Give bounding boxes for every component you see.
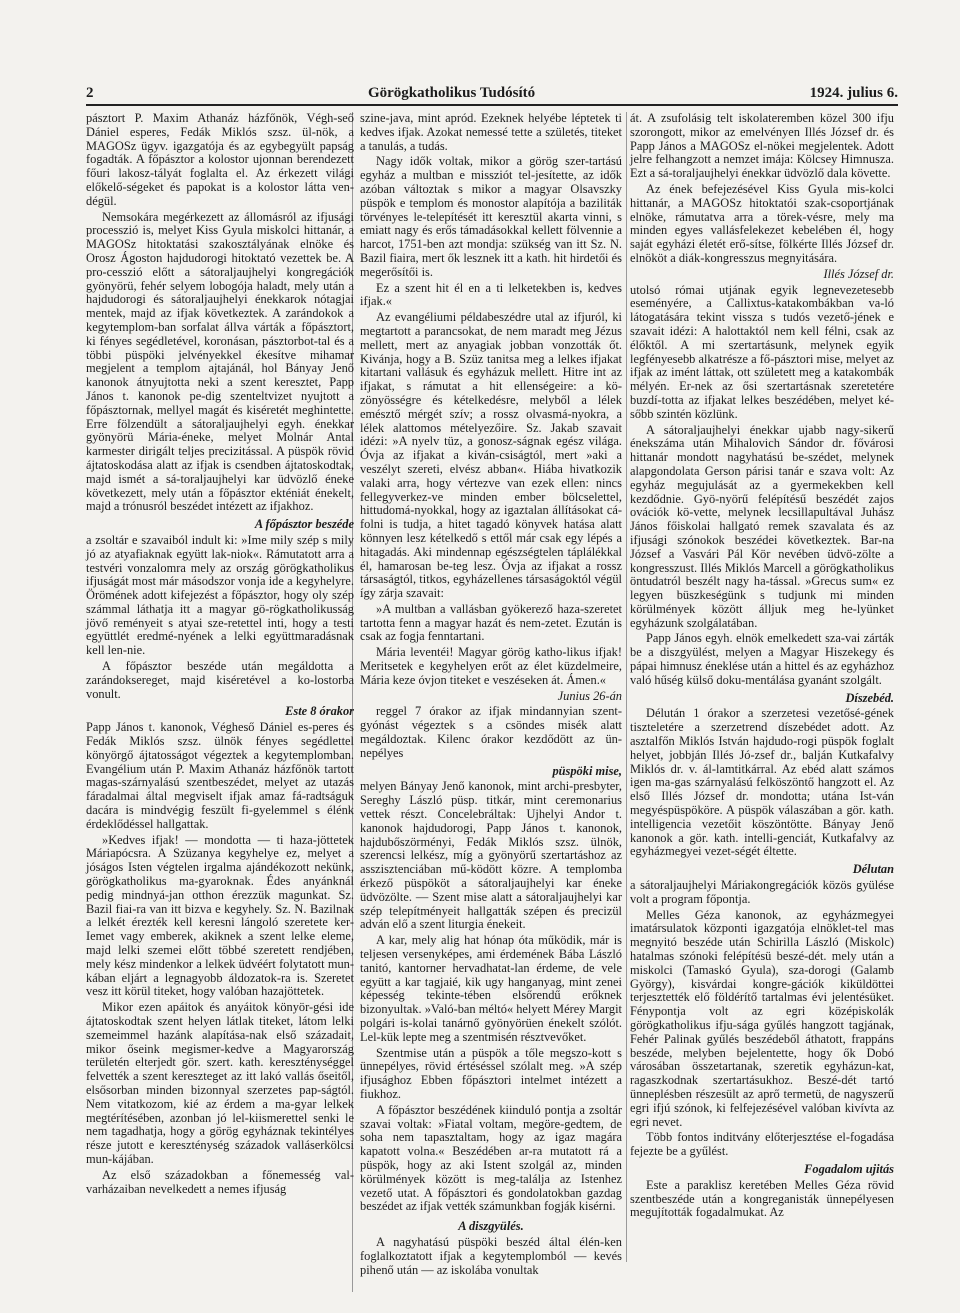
col3-paragraph: át. A zsufolásig telt iskolateremben közel 300 ifju szorongott, mikor az emelvényen Illés József dr. és Papp János a MAGOSz el-nökei megjelentek. Adott jelre felhangzott a nemzet imája: Kölcsey Himnusza. Ezt a sá-toraljaujhelyi énekkar üdvözlő dala követte. [630,111,894,181]
col2-paragraph: A kar, mely alig hat hónap óta működik, már is teljesen versenyképes, ami érdemének Bába László tanitó, kantorner hervadhatat-lan érdeme, de vele együtt a kar tagjaié, kik ugy hanganyag, mint zenei képesség tekinte-tében elsőrendű erőknek bizonyultak. »Való-ban méltó« helyett Mérey Margit polgári is-kolai tanárnő gyönyörüen énekelt szólót. Lel-kük lepte meg a szentmisén résztvevőket. [360,933,622,1044]
col3-subheading: Díszebéd. [845,690,894,705]
col1-paragraph: a zsoltár e szavaiból indult ki: »Ime mily szép s mily jó az atyafiaknak együtt lak-niok«. Rámutatott arra a testvéri vonzalomra mely az ország görögkatholikus ifjuságát most már másodszor vonja ide a kegyhelyre. Örömének adott kifejezést a főpásztor, hogy oly szép számmal láthatja itt a magyar gö-rögkatholikusság jövő reményeit s atyai sze-retettel inti, hogy a testi együttlét eredmé-nyének a lelki együttmaradásnak kell len-nie. [86,532,354,658]
page-header [86,78,898,102]
publication-title: Görögkatholikus Tudósító [367,85,536,101]
col2-subheading: A diszgyülés. [458,1219,524,1234]
header-rule [86,104,898,106]
col3-paragraph: Melles Géza kanonok, az egyházmegyei imatársulatok központi igazgatója elnöklet-tel mas megnyitó beszéde után Schirilla László (Miskolc) hatalmas szónoki felépítésü beszé-dét. mely után a miskolci (Tamaskó Gyula), sza-dorogi (Galamb György), kisvárdai kongre-gációk kiküldöttei terjesztették elő földérítő tartalmas évi jelentésüket. Fénypontja volt az egri középiskolák görögkatholikus ifju-sága gyűlés hangzott tagjának, Fehér Palinak gyűlés beszédeből áthatott, frappáns beszéde, melyben bejelentette, hogy ők Dobó városában összetartanak, szeretik egyházun-kat, ragaszkodnak szertartásukhoz. Beszé-dét tartó ünneplésben részesült az aprő termetü, de nagyszerű egri ifjú szónok, ki felfejezésével valóban kivívta az egri nevet. [630,907,894,1129]
column-divider-2 [626,112,627,1262]
col1-subheading: A főpásztor beszéde [254,517,354,532]
col3-subheading: Délutan [852,862,894,877]
col1-paragraph: A főpásztor beszéde után megáldotta a zarándoksereget, majd kiséretével a ko-lostorba vonult. [86,659,354,701]
col2-paragraph: Szentmise után a püspök a tőle megszo-kott s ünnepélyes, rövid értéséssel szólalt meg. »A szép ifjusághoz Ebben főpásztori intelmet intézett a fiukhoz. [360,1045,622,1101]
col1-paragraph: Az első századokban a főnemesség val-varházaiban nevelkedett a nemes ifjuság [86,1167,354,1196]
col3-paragraph: Délután 1 órakor a szerzetesi vezetősé-gének tiszteletére a szerzetrend díszebédet adott. Az asztalfőn Miklós István hajdudo-rogi püspök foglalt helyet, jobbján Illés Jó-zsef dr., balján Kutkafalvy Miklós dr. v. ál-lamtitkárral. Az ebéd alatt számos igen ma-gas szárnyalású felköszöntő hangzott el. Az első Illés József dr. mondotta; utána Ist-ván megyéspüspököre. A püspök válaszában a gör. kath. intelligencia vezetőit köszöntötte. Bányay Jenő kanonok a gör. kath. intelli-genciát, Kutkafalvy az egyházmegyei vezet-ségét éltette. [630,706,894,859]
col2-paragraph: Nagy idők voltak, mikor a görög szer-tartású egyház a multban e missziót tel-jesítette, az idők azóban változtak s mikor a magyar Olsavszky püspök e templom és monostor alapítója a baziliták törvényes le-telepítését itt keresztül akarta vinni, s emiatt nagy és erős támadásokkal kellett fölvennie a harcot, 1751-ben azt mondja: szükség van itt Sz. N. Bazil fiaira, mert ők lesznek itt a kath. hit hirdetői és megerősítői is. [360,154,622,279]
col1-paragraph: Nemsokára megérkezett az állomásról az ifjusági processzió is, melyet Kiss Gyula miskolci hittanár, a MAGOSz hitoktatási szakosztályának elnöke és Orosz Ágoston hajdudorogi hitoktató vezettek be. A pro-cesszió előtt a sátoraljaujhelyi kongregációk gyönyörü, fehér selyem lobogója haladt, mely után a hajdudorogi és sátoraljaujhelyi énekkarok nótagjai mentek, majd az ifjak következtek. A zarándokok a kegytemplom-ban sorfalat állva várták a főpásztort, ki fényes segédletével, koronásan, pásztorbot-tal és a többi püspöki jelvényekkel ékesítve mihamar megjelent a templom ajtajánál, hol Bányay Jenő kanonok átnyujtotta neki a szent keresztet, Papp János t. kanonok pe-dig szenteltvizet nyujtott a főpásztornak, mellyel magát és kiséretét meghintette. Erre fölzendült a sátoraljaujhelyi egyh. énekkar gyönyörü Mária-éneke, melyet Molnár Antal karmester dirigált teljes precizitással. A püspök rövid ájtatoskodása alatt az ifjak is csendben ájtatoskodtak, majd ismét a sá-toraljaujhelyi kar üdvözlő éneke következett, mely után a főpásztor ekténiát énekelt, majd a trónusról beszédet intézett az ifjakhoz. [86,209,354,514]
col2-paragraph: Mária leventéi! Magyar görög katho-likus ifjak! Meritsetek e kegyhelyen erőt az élet küzdelmeire, Mária keze óvjon titeket e veszéseken át. Ámen.« [360,645,622,687]
column-3 [630,112,894,1242]
col2-paragraph: A nagyhatású püspöki beszéd által élén-ken foglalkoztatott ifjak a kegytemplomból — kevés pihenő után — az iskolába vonultak [360,1234,622,1277]
page-number: 2 [86,85,94,101]
col2-paragraph: reggel 7 órakor az ifjak mindannyian szent-gyónást végeztek s a csöndes misék alatt megáldoztak. Kilenc órakor kezdődött az ün-nepélyes [360,704,622,760]
col1-subheading: Este 8 órakor [285,704,354,719]
col2-paragraph: »A multban a vallásban gyökerező haza-szeretet tartotta fenn a magyar hazát és nem-zetet. Ezután is csak az fogja fenntartani. [360,601,622,644]
column-2 [360,111,622,1277]
col3-paragraph: Több fontos inditvány előterjesztése el-fogadása fejezte be a gyűlést. [630,1130,894,1159]
issue-date: 1924. julius 6. [809,85,898,101]
col2-paragraph: szine-java, mint apród. Ezeknek helyébe léptetek ti kedves ifjak. Azokat nemessé tette a születés, titeket a tanulás, a tudás. [360,111,622,153]
col2-paragraph: melyen Bányay Jenő kanonok, mint archi-presbyter, Sereghy László püsp. titkár, mint ceremonarius vettek részt. Concelebráltak: Ujhelyi Andor t. kanonok hajdudorogi, Papp János t. kanonok, hajdubőszörményi, Fedák Miklós szsz. ülnök, szerencsi lelkész, míg a gyönyörű szertartáshoz az asszisztenciában mű-ködött közre. A templomba érkező püspököt a sátoraljaujhelyi kar énekе üdvözölte. — Szent mise alatt a sátoraljaujhelyi kar szép telepítményeit hallgatták szépen és precizül adván elő a szent liturgia énekeit. [360,779,622,932]
col1-paragraph: »Kedves ifjak! — mondotta — ti haza-jöttetek Máriapócsra. A Szüzanya kegyhelye ez, melyet a jóságos Isten végtelen irgalma ajándékozott nekünk, görögkatholikus ma-gyaroknak. Édes anyánknál pedig mindnyá-jan otthon érezzük magunkat. Sz. Bazil fiai-ra van itt bizva e kegyhely. Sz. N. Bazilnak a lelkét érezték kell keresni lángoló szeretete ker-Iemet vagy emberek, akiknek a szent lelke eleme, majd lelki szemei előtt többé szeretett rendjében, mely kész mindenkor a lelkek üdvéért folytatott mun-kában eljárt a legnagyobb áldozatok-ra is. Szeretet vesz itt körül titeket, hogy valóban hazajöttetek. [86,832,354,999]
col2-subheading: püspöki mise, [552,763,622,778]
col3-paragraph: utolsó római utjának egyik legnevezetesebb eseményére, a Callixtus-katakombákban va-ló látogatására tekint vissza s tudós vezető-jének e szavait idézi: A halottaktól nem kell félni, csak az élőktől. A mi szertartásunk, melynek egyik legfényesebb alkatrésze a fő-pásztori mise, melyet az ifjak az imént láttak, ott született meg a katakombák mélyén. Er-nek az ősi szertartásnak szeretetére buzdí-totta az ifjakat lelkes beszédében, melyet ké-sőbb szintén közlünk. [630,282,894,421]
col1-paragraph: Papp János t. kanonok, Végheső Dániel es-peres és Fedák Miklós szsz. ülnök fényes segédlettel könyörgő ájtatosságot végeztek a kegytemplomban. Evangélium után P. Maxim Athanáz házfőnök tartott magas-szárnyalású szentbeszédet, melyet az utazás fáradalmai által megviselt ifjak amaz fá-radtságuk dacára is mindvégig feszült fi-gyelemmel s élénk érdeklődéssel hallgattak. [86,720,354,831]
col3-paragraph: Este a paraklisz keretében Melles Géza rövid szentbeszéde után a kongreganisták ünnepélyesen megujították fogadalmukat. Az [630,1177,894,1220]
col1-paragraph: pásztort P. Maxim Athanáz házfőnök, Végh-seő Dániel esperes, Fedák Miklós szsz. ül-nök, a MAGOSz ügyv. igazgatója és az egybegyült papság fogadták. A főpásztor a kolostor ujonnan berendezett főuri lakosz-tályát foglalta el. Az érkezett világi előkelő-ségeket és papokat is a kolostor látta ven-dégül. [86,111,354,208]
column-1 [86,112,354,1302]
col2-dateline: Junius 26-án [557,688,622,703]
col2-paragraph: A főpásztor beszédének kiinduló pontja a zsoltár szavai voltak: »Fiatal voltam, megöre-gedtem, de soha nem tapasztaltam, hogy az igaz magára kapatott volna.« Beszédében ar-ra mutatott rá a püspök, hogy az aki Istent szolgál az, minden körülmények között is meg-találja az Istenhez vezető utat. A főpásztori és gondolatokban gazdag beszédet az ifjak vették számunkban fogják kisérni. [360,1102,622,1214]
col3-subheading: Fogadalom ujitás [804,1161,894,1176]
col3-paragraph: A sátoraljaujhelyi énekkar ujabb nagy-sikerű énekszáma után Mihalovich Sándor dr. fővárosi hittanár mondott nagyhatású be-szédet, melynek alapgondolata Gerson párisi tanár e szava volt: Az egyház megujulását az a gyermekekben kell kezdődnie. Gyö-nyörű felépítésű beszédét zajos ovációk kö-vette, melynek lecsillapultával Juhász János főiskolai hallgató remek szavalata és az ifjusági szónokok beszédei következtek. Bar-na József a Vasvári Pál Kör nevében üdvö-zölte a kongresszust. Illés Miklós Marcell a görögkatholikus öntudatról beszélt nagy ha-tással. »Grecus sum« ez legyen büszkeségünk s tudjunk mi minden körülmények között álljuk meg he-lyünket egyházunk szolgálatában. [630,422,894,630]
col2-paragraph: Az evangéliumi példabeszédre utal az ifjuról, ki megtartott a parancsokat, de nem maradt meg Jézus mellett, mert az anyagiak jobban vonzották őt. Kivánja, hogy a B. Szüz tanitsa meg a lelkes ifjakat kitartani vallásuk és egyházuk mellett. Hitre int az ifjakat, s rámutat a hit ellenségeire: a kö-zönyösségre és kételkedésre, melyből a lélek emésztő mérgét szív; a rossz olvasmá-nyokra, a lélek alattomos mételyezőire. Sz. Jakab szavait idézi: »A nyelv tüz, a gonosz-ságnak egész világa. Óvja az ifjakat a kiván-csiságtól, mert »aki a veszélyt szereti, elvész abban«. Hiába hivatkozik valaki arra, hogy vértezve van ezek ellen: nincs fellegyverkez-ve minden ember bölcselettel, hittudomá-nyokkal, hogy az igaztalan állításokat cá-folni is tudja, a hitet tagadó könyvek hatása alatt könnyen lesz kételkedő s ettől már csak egy lépés a hitagadás. Aki mindennap egészségtelen táplálékkal él, hamarosan be-teg lesz. Óvja az ifjakat a rossz társaságtól, titkos, egyházellenes társaságoktól végül így zárja szavait: [360,310,622,601]
col3-subheading: Illés József dr. [823,266,894,281]
col1-paragraph: Mikor ezen apáitok és anyáitok könyör-gési ide ájtatoskodtak szent helyen látlak titeket, látom lelki szemeimmel hazánk alapítása-nak első századait, mikor őseink megismer-kedve a Magyarország területén elterjedt gör. szert. kath. kereszténységgel felvették a szent kereszteget az itt lakó vallás őseitől, elsősorban minden bizonnyal szerzetes pap-ságtól. Nem vitatkozom, kié az érdem a ma-gyar lelkek megtérítésében, azonban jó lel-kiismerettel senki le nem tagadhatja, hogy a görög egyháznak tekintélyes része jutott e kereszténység századok valláserkölcsi mun-kájában. [86,1000,354,1166]
col3-paragraph: Papp János egyh. elnök emelkedett sza-vai zárták be a diszgyülést, melyen a Magyar Hiszekegy és pápai himnusz éneklése után a hittel és az egyházhoz való hűség külső doku-mentálása gyanánt szolgált. [630,631,894,687]
col2-paragraph: Ez a szent hit él en a ti lelketekben is, kedves ifjak.« [360,280,622,309]
col3-paragraph: a sátoraljaujhelyi Máriakongregációk közös gyülése volt a program főpontja. [630,878,894,906]
col3-paragraph: Az ének befejezésével Kiss Gyula mis-kolci hittanár, a MAGOSz hitoktatói szak-csoportjának elnöke, rámutatva arra a törek-vésre, mely ma minden egyes vallásfelekezet kebelében él, hogy saját egyházi életét erő-sítse, fölkérte Illés József dr. elnököt a diák-kongresszus megnyitására. [630,181,894,265]
